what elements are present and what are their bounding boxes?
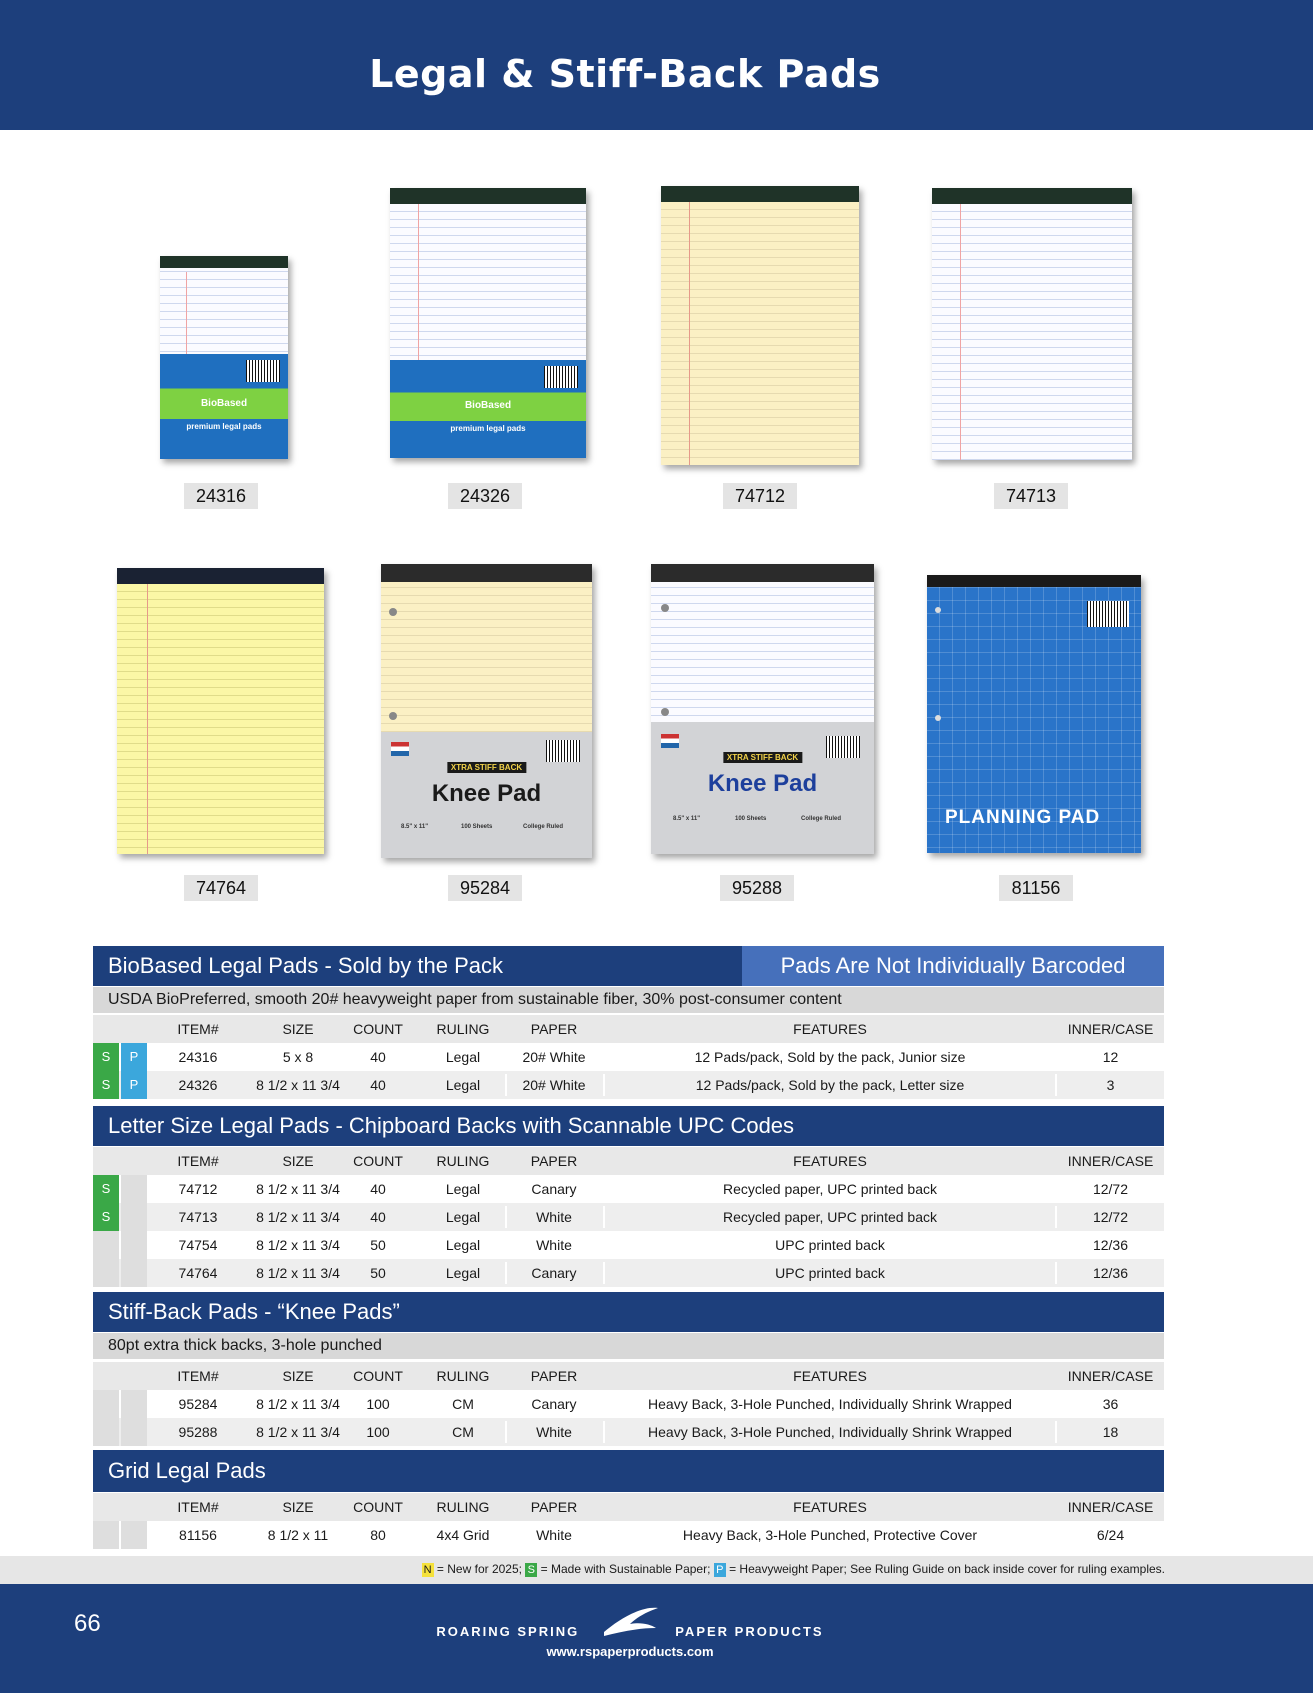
barcode-icon	[246, 360, 280, 382]
section-description: 80pt extra thick backs, 3-hole punched	[93, 1333, 1164, 1359]
table-cell: INNER/CASE	[1067, 1021, 1154, 1037]
table-cell: PAPER	[530, 1153, 578, 1169]
table-cell: 95288	[178, 1424, 218, 1440]
table-cell: 8 1/2 x 11 3/4	[256, 1424, 340, 1440]
table-cell: Legal	[445, 1237, 481, 1253]
table-header-row	[93, 1015, 1164, 1043]
brand-name: ROARING SPRING PAPER PRODUCTS	[436, 1624, 824, 1639]
table-cell: Recycled paper, UPC printed back	[723, 1181, 937, 1197]
barcode-icon	[826, 736, 860, 758]
heavyweight-badge: P	[121, 1043, 147, 1071]
product-code: 95284	[448, 875, 522, 901]
table-cell: 12 Pads/pack, Sold by the pack, Letter size	[695, 1077, 965, 1093]
product-code: 74712	[723, 483, 797, 509]
flag-icon	[661, 734, 679, 748]
table-cell: White	[536, 1237, 572, 1253]
table-cell: ITEM#	[177, 1499, 219, 1515]
pad-image	[390, 188, 586, 458]
section-biobased-header: BioBased Legal Pads - Sold by the Pack Pads Are Not Individually Barcoded	[93, 946, 1164, 986]
table-cell: White	[536, 1424, 572, 1440]
table-cell: 12/36	[1092, 1265, 1129, 1281]
badge-placeholder	[121, 1259, 147, 1287]
badge-placeholder	[93, 1418, 119, 1446]
table-cell: FEATURES	[793, 1021, 867, 1037]
section-grid-header: Grid Legal Pads	[93, 1450, 1164, 1492]
table-cell: INNER/CASE	[1067, 1153, 1154, 1169]
product-code: 74764	[184, 875, 258, 901]
table-row	[93, 1231, 1164, 1259]
table-cell: 24316	[178, 1049, 218, 1065]
badge-placeholder	[121, 1418, 147, 1446]
table-cell: UPC printed back	[775, 1237, 885, 1253]
table-cell: 24326	[178, 1077, 218, 1093]
table-cell: Heavy Back, 3-Hole Punched, Individually Shrink Wrapped	[648, 1424, 1012, 1440]
table-cell: CM	[452, 1424, 474, 1440]
pad-image	[651, 564, 874, 854]
table-cell: Canary	[531, 1265, 577, 1281]
legend: N = New for 2025; S = Made with Sustainable Paper; P = Heavyweight Paper; See Ruling Guide on back inside cover for ruling examples.	[422, 1562, 1165, 1577]
section-note: Pads Are Not Individually Barcoded	[742, 946, 1164, 986]
table-cell: 74764	[178, 1265, 218, 1281]
table-cell: RULING	[436, 1368, 490, 1384]
table-cell: 8 1/2 x 11	[267, 1527, 329, 1543]
table-cell: Legal	[445, 1077, 481, 1093]
table-cell: CM	[452, 1396, 474, 1412]
table-cell: ITEM#	[177, 1021, 219, 1037]
badge-placeholder	[93, 1259, 119, 1287]
barcode-icon	[544, 366, 578, 388]
pad-image	[932, 188, 1132, 460]
page-footer	[0, 1584, 1313, 1693]
table-row	[93, 1203, 1164, 1231]
table-cell: 74712	[178, 1181, 218, 1197]
table-cell: FEATURES	[793, 1153, 867, 1169]
table-cell: INNER/CASE	[1067, 1368, 1154, 1384]
section-stiff-back-header: Stiff-Back Pads - “Knee Pads”	[93, 1292, 1164, 1332]
pad-image: PLANNING PAD	[927, 575, 1141, 853]
table-cell: 40	[370, 1049, 386, 1065]
table-cell: SIZE	[282, 1021, 314, 1037]
barcode-icon	[1087, 601, 1129, 627]
product-code: 74713	[994, 483, 1068, 509]
table-cell: Legal	[445, 1265, 481, 1281]
table-row	[93, 1175, 1164, 1203]
heavyweight-badge: P	[121, 1071, 147, 1099]
pad-image	[160, 256, 288, 459]
table-cell: ITEM#	[177, 1153, 219, 1169]
pad-image	[381, 564, 592, 858]
table-row	[93, 1259, 1164, 1287]
table-cell: RULING	[436, 1021, 490, 1037]
table-cell: 12/72	[1092, 1181, 1129, 1197]
table-cell: 80	[370, 1527, 386, 1543]
table-cell: RULING	[436, 1499, 490, 1515]
badge-placeholder	[121, 1203, 147, 1231]
badge-placeholder	[121, 1231, 147, 1259]
table-row	[93, 1521, 1164, 1549]
sustainable-badge: S	[93, 1071, 119, 1099]
table-cell: White	[536, 1527, 572, 1543]
table-cell: 8 1/2 x 11 3/4	[256, 1396, 340, 1412]
legend-bar	[0, 1556, 1313, 1584]
page-title: Legal & Stiff-Back Pads	[369, 52, 881, 96]
table-cell: 12	[1102, 1049, 1119, 1065]
table-cell: ITEM#	[177, 1368, 219, 1384]
table-row	[93, 1418, 1164, 1446]
table-row	[93, 1043, 1164, 1071]
table-cell: 8 1/2 x 11 3/4	[256, 1237, 340, 1253]
table-cell: PAPER	[530, 1021, 578, 1037]
table-header-row	[93, 1362, 1164, 1390]
table-cell: 12/36	[1092, 1237, 1129, 1253]
table-cell: 50	[370, 1237, 386, 1253]
table-cell: COUNT	[353, 1499, 403, 1515]
table-cell: 3	[1106, 1077, 1115, 1093]
table-cell: 100	[366, 1396, 390, 1412]
product-code: 81156	[999, 875, 1073, 901]
table-cell: COUNT	[353, 1153, 403, 1169]
table-cell: 8 1/2 x 11 3/4	[256, 1265, 340, 1281]
table-cell: 100	[366, 1424, 390, 1440]
table-cell: PAPER	[530, 1499, 578, 1515]
table-cell: Recycled paper, UPC printed back	[723, 1209, 937, 1225]
table-cell: SIZE	[282, 1499, 314, 1515]
table-cell: Legal	[445, 1181, 481, 1197]
table-cell: COUNT	[353, 1368, 403, 1384]
table-cell: 74713	[178, 1209, 218, 1225]
table-cell: White	[536, 1209, 572, 1225]
badge-placeholder	[121, 1390, 147, 1418]
pad-image	[661, 186, 859, 465]
pad-image	[117, 568, 324, 854]
table-header-row	[93, 1147, 1164, 1175]
product-code: 24316	[184, 483, 258, 509]
table-cell: SIZE	[282, 1368, 314, 1384]
badge-placeholder	[93, 1231, 119, 1259]
table-cell: 4x4 Grid	[436, 1527, 490, 1543]
table-cell: 50	[370, 1265, 386, 1281]
table-cell: Legal	[445, 1209, 481, 1225]
heavyweight-key: P	[714, 1563, 726, 1577]
table-cell: 12/72	[1092, 1209, 1129, 1225]
table-cell: COUNT	[353, 1021, 403, 1037]
table-cell: 5 x 8	[282, 1049, 314, 1065]
table-cell: Heavy Back, 3-Hole Punched, Individually Shrink Wrapped	[648, 1396, 1012, 1412]
table-cell: 81156	[179, 1527, 217, 1543]
table-cell: FEATURES	[793, 1499, 867, 1515]
biobased-label: BioBased premium legal pads	[160, 354, 288, 459]
section-letter-size-header: Letter Size Legal Pads - Chipboard Backs with Scannable UPC Codes	[93, 1106, 1164, 1146]
table-cell: 40	[370, 1209, 386, 1225]
table-header-row	[93, 1493, 1164, 1521]
table-cell: FEATURES	[793, 1368, 867, 1384]
table-cell: Canary	[531, 1181, 577, 1197]
sustainable-badge: S	[93, 1203, 119, 1231]
badge-placeholder	[121, 1521, 147, 1549]
table-row	[93, 1390, 1164, 1418]
table-cell: SIZE	[282, 1153, 314, 1169]
badge-placeholder	[93, 1521, 119, 1549]
knee-pad-label: XTRA STIFF BACK Knee Pad 8.5" x 11" 100 Sheets College Ruled	[381, 732, 592, 858]
sustainable-badge: S	[93, 1175, 119, 1203]
page-header	[0, 0, 1313, 130]
badge-placeholder	[121, 1175, 147, 1203]
table-cell: 40	[370, 1181, 386, 1197]
table-cell: 36	[1102, 1396, 1119, 1412]
biobased-label: BioBased premium legal pads	[390, 360, 586, 458]
product-code: 95288	[720, 875, 794, 901]
table-cell: 95284	[178, 1396, 218, 1412]
table-cell: 8 1/2 x 11 3/4	[256, 1181, 340, 1197]
sustainable-key: S	[525, 1563, 537, 1577]
new-key: N	[422, 1563, 434, 1577]
table-cell: 6/24	[1096, 1527, 1125, 1543]
table-cell: PAPER	[530, 1368, 578, 1384]
website-link[interactable]: www.rspaperproducts.com	[546, 1644, 714, 1659]
page-number: 66	[74, 1610, 101, 1637]
table-cell: RULING	[436, 1153, 490, 1169]
knee-pad-label: XTRA STIFF BACK Knee Pad 8.5" x 11" 100 Sheets College Ruled	[651, 722, 874, 854]
table-row	[93, 1071, 1164, 1099]
table-cell: 74754	[178, 1237, 218, 1253]
table-cell: 8 1/2 x 11 3/4	[256, 1077, 340, 1093]
table-cell: 8 1/2 x 11 3/4	[256, 1209, 340, 1225]
table-cell: 20# White	[522, 1077, 586, 1093]
table-cell: Heavy Back, 3-Hole Punched, Protective Cover	[682, 1527, 978, 1543]
table-cell: Legal	[445, 1049, 481, 1065]
table-cell: 12 Pads/pack, Sold by the pack, Junior size	[694, 1049, 966, 1065]
flag-icon	[391, 742, 409, 756]
sustainable-badge: S	[93, 1043, 119, 1071]
product-code: 24326	[448, 483, 522, 509]
table-cell: 18	[1102, 1424, 1119, 1440]
barcode-icon	[546, 740, 580, 762]
section-description: USDA BioPreferred, smooth 20# heavyweight paper from sustainable fiber, 30% post-consumer content	[93, 987, 1164, 1013]
table-cell: 20# White	[522, 1049, 586, 1065]
badge-placeholder	[93, 1390, 119, 1418]
table-cell: UPC printed back	[775, 1265, 885, 1281]
table-cell: 40	[370, 1077, 386, 1093]
table-cell: Canary	[531, 1396, 577, 1412]
table-cell: INNER/CASE	[1067, 1499, 1154, 1515]
